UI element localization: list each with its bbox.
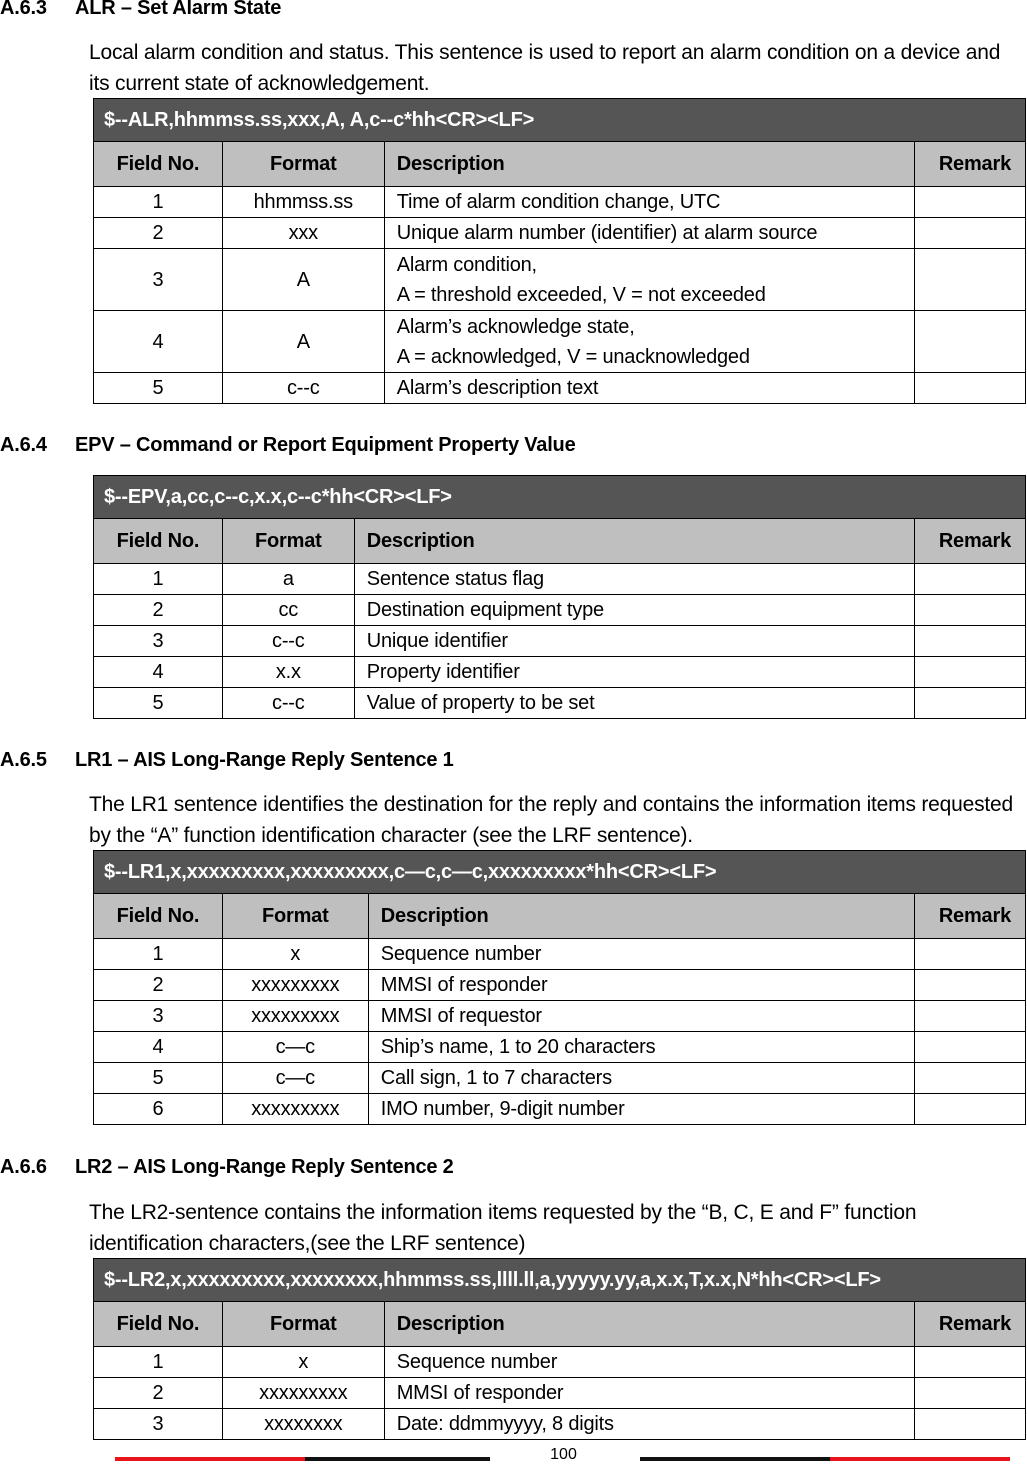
format: x.x <box>222 657 354 688</box>
epv-table <box>93 475 1026 719</box>
section-heading-epv <box>0 434 576 457</box>
field-no: 2 <box>94 595 223 626</box>
description: Sequence number <box>368 939 914 970</box>
format: xxxxxxxx <box>222 1409 384 1440</box>
field-no: 2 <box>94 1378 223 1409</box>
format: c—c <box>222 1032 368 1063</box>
footer-line-red-right <box>830 1457 1010 1461</box>
format: c--c <box>222 626 354 657</box>
header-remark: Remark <box>914 1302 1025 1347</box>
field-no: 1 <box>94 939 223 970</box>
header-remark: Remark <box>915 519 1026 564</box>
table-row <box>94 1347 1026 1378</box>
alr-table <box>93 98 1026 404</box>
sentence-syntax: $--LR1,x,xxxxxxxxx,xxxxxxxxx,c—c,c—c,xxxxxxxxx*hh<CR><LF> <box>94 851 1026 894</box>
remark <box>914 249 1025 311</box>
field-no: 3 <box>94 1001 223 1032</box>
table-row <box>94 1032 1026 1063</box>
table-row <box>94 249 1026 311</box>
remark <box>914 1347 1025 1378</box>
remark <box>915 626 1026 657</box>
remark <box>914 1032 1025 1063</box>
remark <box>914 1063 1025 1094</box>
description: IMO number, 9-digit number <box>368 1094 914 1125</box>
description: MMSI of responder <box>368 970 914 1001</box>
remark <box>914 939 1025 970</box>
section-number: A.6.5 <box>0 749 47 771</box>
field-no: 4 <box>94 657 223 688</box>
field-no: 3 <box>94 626 223 657</box>
format: x <box>222 939 368 970</box>
section-title: EPV – Command or Report Equipment Property Value <box>75 434 576 456</box>
format: xxxxxxxxx <box>222 1001 368 1032</box>
format: xxxxxxxxx <box>222 970 368 1001</box>
description: Unique alarm number (identifier) at alarm source <box>384 218 914 249</box>
remark <box>914 311 1025 373</box>
section-title: LR1 – AIS Long-Range Reply Sentence 1 <box>75 749 454 771</box>
format: c—c <box>222 1063 368 1094</box>
description <box>384 311 914 373</box>
header-description: Description <box>384 1302 914 1347</box>
field-no: 5 <box>94 688 223 719</box>
page-number: 100 <box>550 1446 577 1463</box>
table-row <box>94 1094 1026 1125</box>
remark <box>915 657 1026 688</box>
remark <box>914 373 1025 404</box>
section-paragraph: The LR2-sentence contains the information items requested by the “B, C, E and F” function identification characters,(see the LRF sentence) <box>89 1201 917 1255</box>
description: MMSI of responder <box>384 1378 914 1409</box>
format: xxxxxxxxx <box>222 1094 368 1125</box>
remark <box>915 688 1026 719</box>
remark <box>914 1409 1025 1440</box>
header-format: Format <box>222 519 354 564</box>
description: Ship’s name, 1 to 20 characters <box>368 1032 914 1063</box>
header-remark: Remark <box>914 142 1025 187</box>
field-no: 2 <box>94 970 223 1001</box>
format: c--c <box>222 688 354 719</box>
field-no: 2 <box>94 218 223 249</box>
field-no: 1 <box>94 1347 223 1378</box>
field-no: 4 <box>94 311 223 373</box>
section-number: A.6.3 <box>0 0 47 19</box>
field-no: 6 <box>94 1094 223 1125</box>
footer-line-black-right <box>640 1457 830 1461</box>
format: xxxxxxxxx <box>222 1378 384 1409</box>
table-row <box>94 1063 1026 1094</box>
header-field-no: Field No. <box>94 142 223 187</box>
section-paragraph: The LR1 sentence identifies the destination for the reply and contains the information items requested by the “A” function identification character (see the LRF sentence). <box>89 793 1013 847</box>
description-line: Alarm condition, <box>396 253 537 276</box>
section-heading-lr2 <box>0 1156 454 1179</box>
header-format: Format <box>222 1302 384 1347</box>
table-row <box>94 657 1026 688</box>
format: x <box>222 1347 384 1378</box>
header-format: Format <box>222 142 384 187</box>
table-row <box>94 970 1026 1001</box>
description: Sequence number <box>384 1347 914 1378</box>
remark <box>914 1094 1025 1125</box>
field-no: 4 <box>94 1032 223 1063</box>
format: c--c <box>222 373 384 404</box>
table-row <box>94 1409 1026 1440</box>
description: Sentence status flag <box>354 564 914 595</box>
header-field-no: Field No. <box>94 1302 223 1347</box>
format: A <box>222 249 384 311</box>
description <box>384 249 914 311</box>
header-field-no: Field No. <box>94 519 223 564</box>
section-number: A.6.4 <box>0 434 47 456</box>
format: cc <box>222 595 354 626</box>
table-row <box>94 939 1026 970</box>
field-no: 1 <box>94 187 223 218</box>
remark <box>914 187 1025 218</box>
description: Destination equipment type <box>354 595 914 626</box>
table-row <box>94 688 1026 719</box>
description: Alarm’s description text <box>384 373 914 404</box>
field-no: 5 <box>94 1063 223 1094</box>
sentence-syntax: $--LR2,x,xxxxxxxxx,xxxxxxxx,hhmmss.ss,llll.ll,a,yyyyy.yy,a,x.x,T,x.x,N*hh<CR><LF> <box>94 1259 1026 1302</box>
lr1-table <box>93 850 1026 1125</box>
table-row <box>94 373 1026 404</box>
field-no: 5 <box>94 373 223 404</box>
header-description: Description <box>368 894 914 939</box>
format: xxx <box>222 218 384 249</box>
section-title: ALR – Set Alarm State <box>75 0 282 19</box>
format: hhmmss.ss <box>222 187 384 218</box>
remark <box>915 595 1026 626</box>
description: Date: ddmmyyyy, 8 digits <box>384 1409 914 1440</box>
remark <box>914 218 1025 249</box>
description-line: A = acknowledged, V = unacknowledged <box>396 345 750 368</box>
header-description: Description <box>354 519 914 564</box>
header-description: Description <box>384 142 914 187</box>
field-no: 3 <box>94 249 223 311</box>
format: a <box>222 564 354 595</box>
remark <box>914 1001 1025 1032</box>
description: MMSI of requestor <box>368 1001 914 1032</box>
table-row <box>94 626 1026 657</box>
description: Call sign, 1 to 7 characters <box>368 1063 914 1094</box>
lr2-table <box>93 1258 1026 1440</box>
description-line: A = threshold exceeded, V = not exceeded <box>396 283 766 306</box>
table-row <box>94 1378 1026 1409</box>
remark <box>914 970 1025 1001</box>
header-field-no: Field No. <box>94 894 223 939</box>
description: Unique identifier <box>354 626 914 657</box>
section-number: A.6.6 <box>0 1156 47 1178</box>
description-line: Alarm’s acknowledge state, <box>396 315 635 338</box>
field-no: 3 <box>94 1409 223 1440</box>
table-row <box>94 564 1026 595</box>
description: Value of property to be set <box>354 688 914 719</box>
description: Time of alarm condition change, UTC <box>384 187 914 218</box>
field-no: 1 <box>94 564 223 595</box>
remark <box>915 564 1026 595</box>
description: Property identifier <box>354 657 914 688</box>
table-row <box>94 595 1026 626</box>
table-row <box>94 311 1026 373</box>
table-row <box>94 187 1026 218</box>
header-format: Format <box>222 894 368 939</box>
section-title: LR2 – AIS Long-Range Reply Sentence 2 <box>75 1156 454 1178</box>
remark <box>914 1378 1025 1409</box>
sentence-syntax: $--ALR,hhmmss.ss,xxx,A, A,c--c*hh<CR><LF> <box>94 99 1026 142</box>
table-row <box>94 1001 1026 1032</box>
sentence-syntax: $--EPV,a,cc,c--c,x.x,c--c*hh<CR><LF> <box>94 476 1026 519</box>
header-remark: Remark <box>914 894 1025 939</box>
section-paragraph: Local alarm condition and status. This sentence is used to report an alarm condition on a device and its current state of acknowledgement. <box>89 41 1001 95</box>
table-row <box>94 218 1026 249</box>
section-heading-lr1 <box>0 749 454 772</box>
section-heading-alr <box>0 0 281 20</box>
format: A <box>222 311 384 373</box>
